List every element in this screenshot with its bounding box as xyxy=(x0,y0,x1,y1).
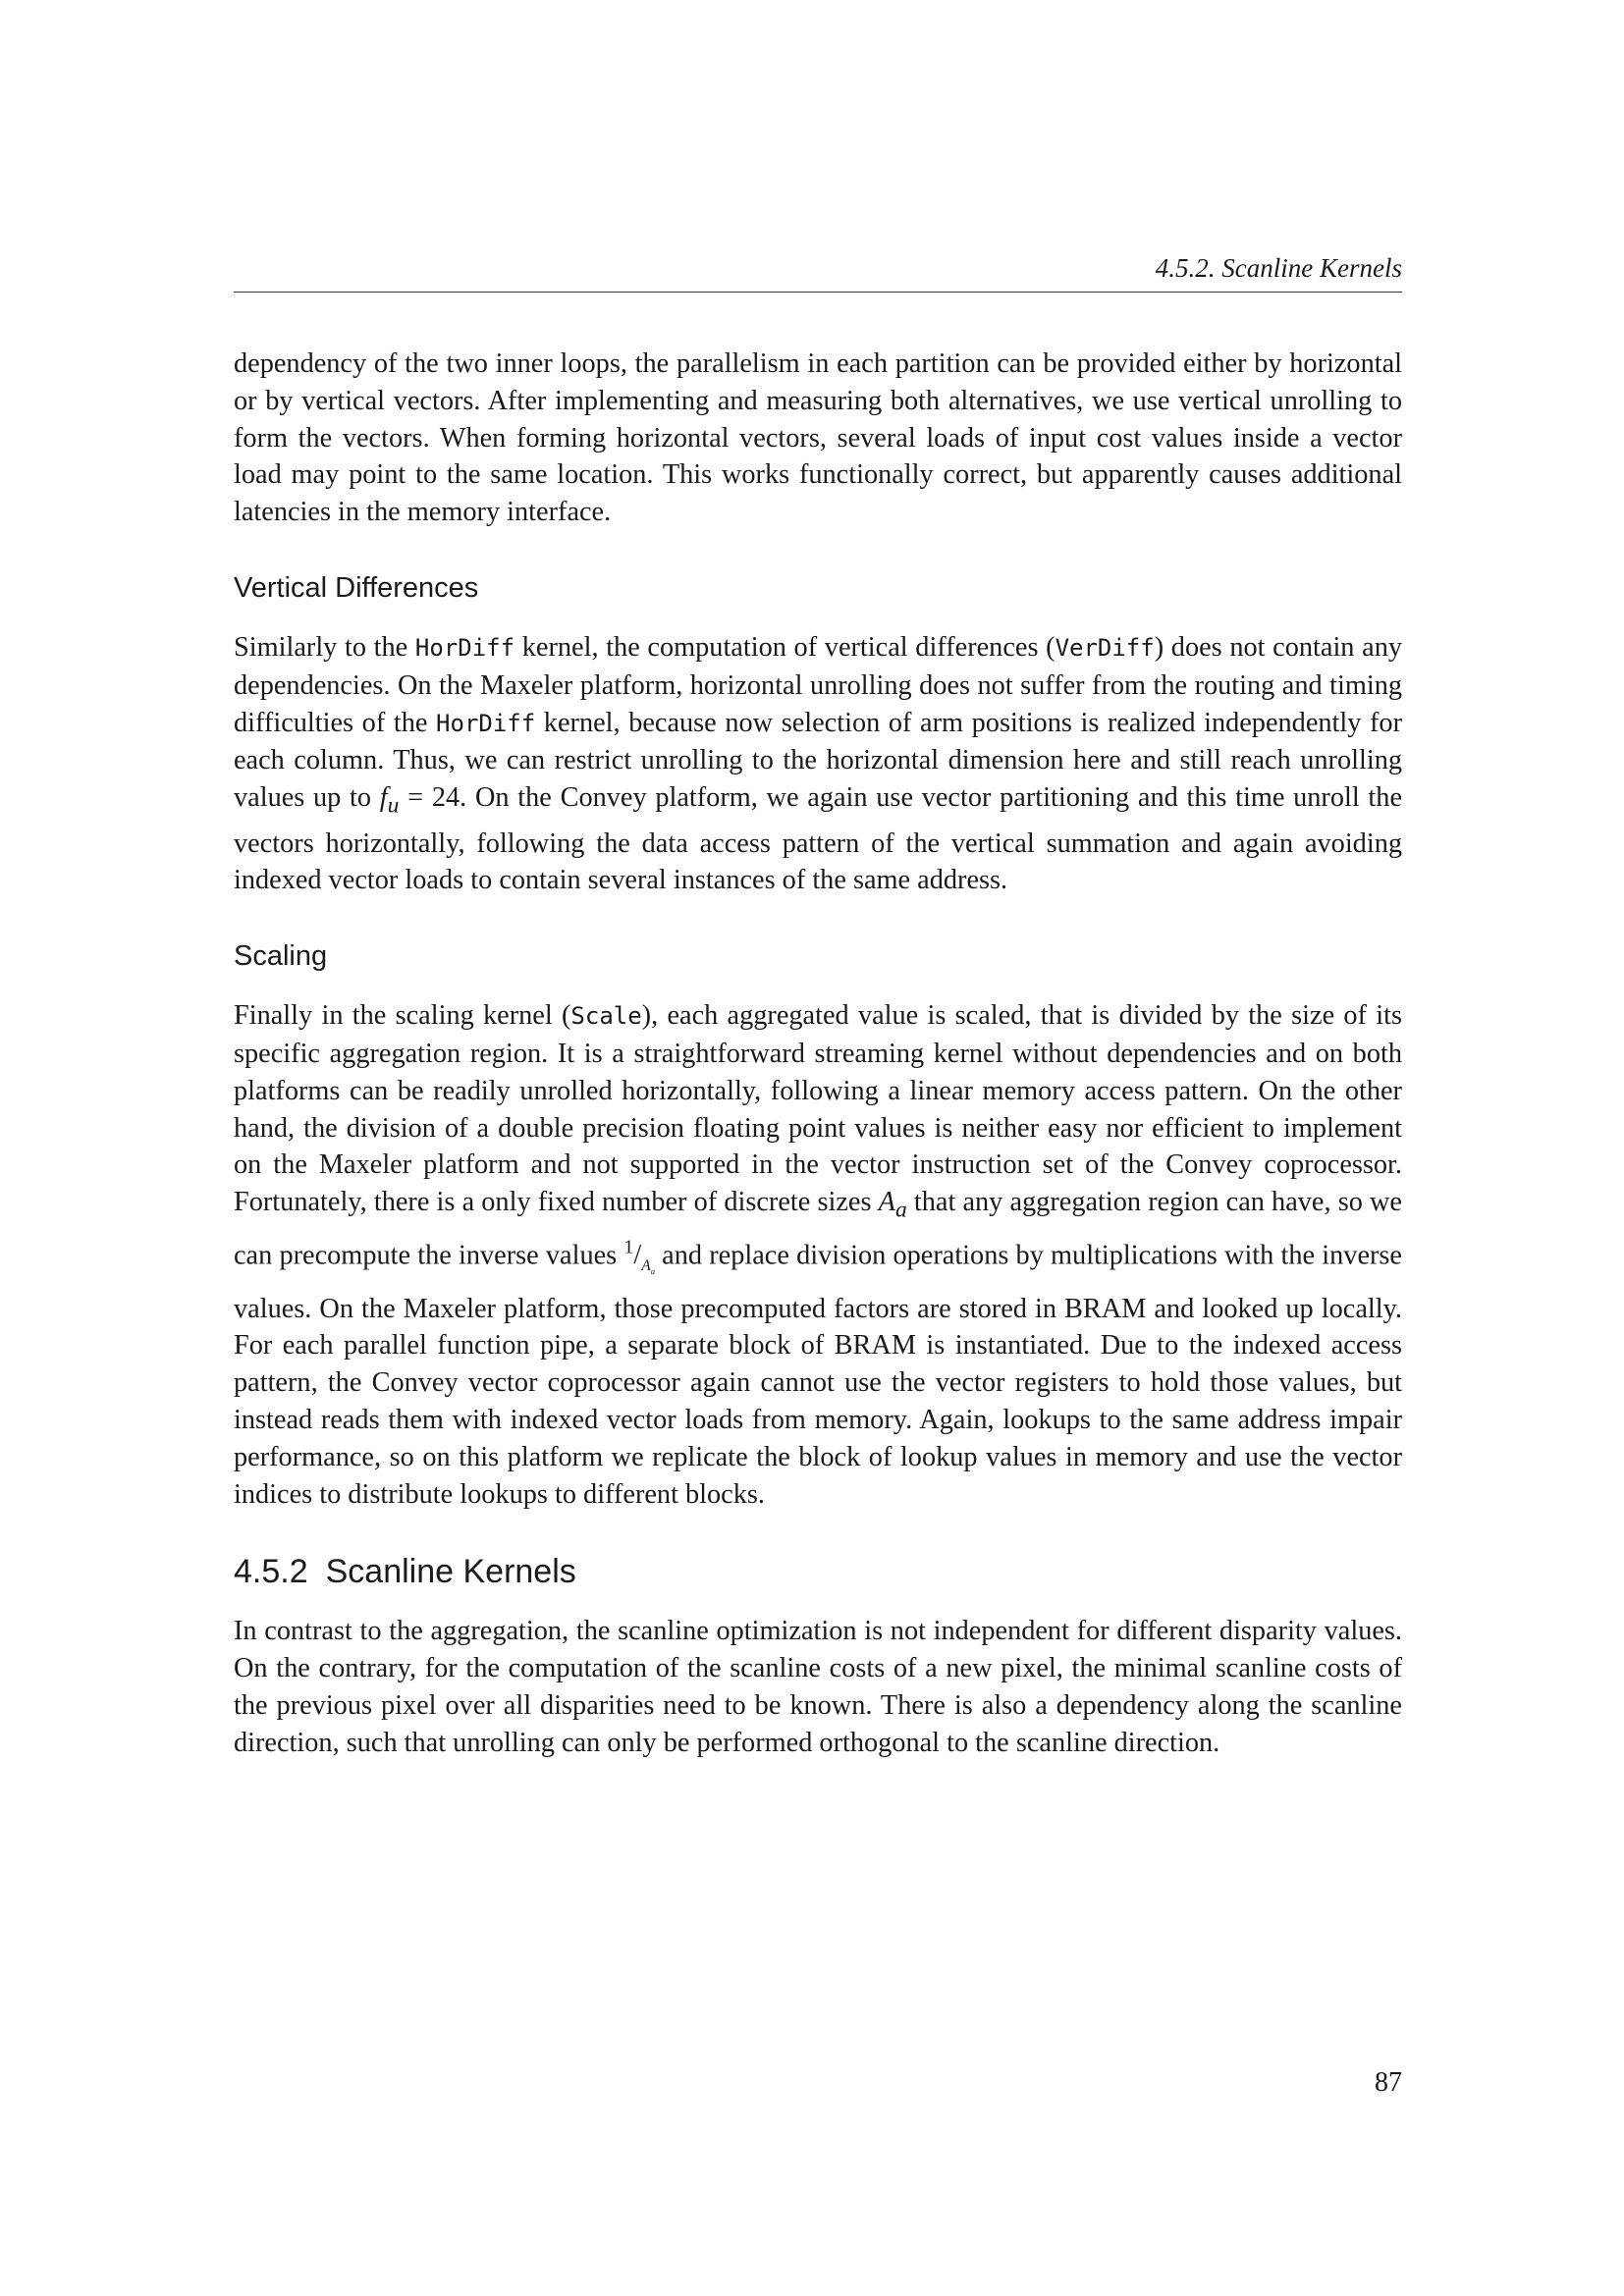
sc-text-2: ), each aggregated value is scaled, that is divided by the size of its specific aggregation region. It is a straightforward streaming kernel without dependencies and on both platforms can be readily unrolled horizontally, following a linear memory access pattern. On the other hand, the division of a double precision floating point values is neither easy nor efficient to implement on the Maxeler platform and not supported in the vector instruction set of the Convey coprocessor. Fortunately, there is a only fixed number of discrete sizes xyxy=(234,1000,1402,1218)
page-number: 87 xyxy=(1375,2067,1402,2098)
heading-scaling: Scaling xyxy=(234,940,328,973)
vd-text-5: . On the Convey platform, we again use vector partitioning and this time unroll the vectors horizontally, following the data access pattern of the vertical summation and again avoiding indexed vector loads to contain several instances of the same address. xyxy=(234,782,1403,896)
inverse-fraction xyxy=(623,1236,655,1276)
vd-text-1: Similarly to the xyxy=(234,631,415,663)
math-A-subscript: a xyxy=(894,1197,907,1223)
fraction-denominator-A: A xyxy=(641,1256,651,1274)
sc-text-4: and replace division operations by multiplications with the inverse values. On the Maxeler platform, those precomputed factors are stored in BRAM and looked up locally. For each parallel function pipe, a separate block of BRAM is instantiated. Due to the indexed access pattern, the Convey vector coprocessor again cannot use the vector registers to hold those values, but instead reads them with indexed vector loads from memory. Again, lookups to the same address impair performance, so on this platform we replicate the block of lookup values in memory and use the vector indices to distribute lookups to different blocks. xyxy=(234,1240,1402,1510)
math-equals: = 24 xyxy=(399,782,460,814)
vd-text-2: kernel, the computation of vertical differences ( xyxy=(514,631,1056,663)
fraction-denominator xyxy=(641,1257,655,1274)
math-A: A xyxy=(878,1187,895,1218)
vd-text-3: ) does not contain any dependencies. On the Maxeler platform, horizontal unrolling does not suffer from the routing and timing difficulties of the xyxy=(234,631,1402,738)
vd-text-4: kernel, because now selection of arm positions is realized independently for each column. Thus, we can restrict unrolling to the horizontal dimension here and still reach unrolling values up to xyxy=(234,707,1402,814)
code-hordiff: HorDiff xyxy=(414,633,515,662)
section-title: Scanline Kernels xyxy=(325,1553,576,1591)
section-heading-scanline-kernels xyxy=(234,1552,1402,1591)
math-f: f xyxy=(379,782,388,814)
code-hordiff-2: HorDiff xyxy=(436,709,536,737)
code-scale: Scale xyxy=(570,1002,642,1031)
intro-paragraph: dependency of the two inner loops, the parallelism in each partition can be provided either by horizontal or by vertical vectors. After implementing and measuring both alternatives, we use vertical unrolling to form the vectors. When forming horizontal vectors, several loads of input cost values inside a vector load may point to the same location. This works functionally correct, but apparently causes additional latencies in the memory interface. xyxy=(234,348,1402,528)
code-verdiff: VerDiff xyxy=(1055,633,1155,662)
scanline-paragraph: In contrast to the aggregation, the scanline optimization is not independent for different disparity values. On the contrary, for the computation of the scanline costs of a new pixel, the minimal scanline costs of the previous pixel over all disparities need to be known. There is also a dependency along the scanline direction, such that unrolling can only be performed orthogonal to the scanline direction. xyxy=(234,1616,1402,1758)
body-text xyxy=(234,346,1402,1762)
vertical-differences-paragraph xyxy=(234,629,1402,899)
heading-vertical-differences: Vertical Differences xyxy=(234,571,479,604)
running-header: 4.5.2. Scanline Kernels xyxy=(234,253,1402,293)
sc-text-3: that any aggregation region can have, so we can precompute the inverse values xyxy=(234,1187,1402,1271)
section-number: 4.5.2 xyxy=(234,1553,308,1591)
fraction-numerator: 1 xyxy=(623,1236,634,1258)
math-f-subscript: u xyxy=(387,792,400,819)
scaling-paragraph xyxy=(234,997,1402,1513)
sc-text-1: Finally in the scaling kernel ( xyxy=(234,1000,571,1032)
fraction-slash: / xyxy=(633,1240,642,1271)
fraction-denominator-a: a xyxy=(650,1265,655,1276)
